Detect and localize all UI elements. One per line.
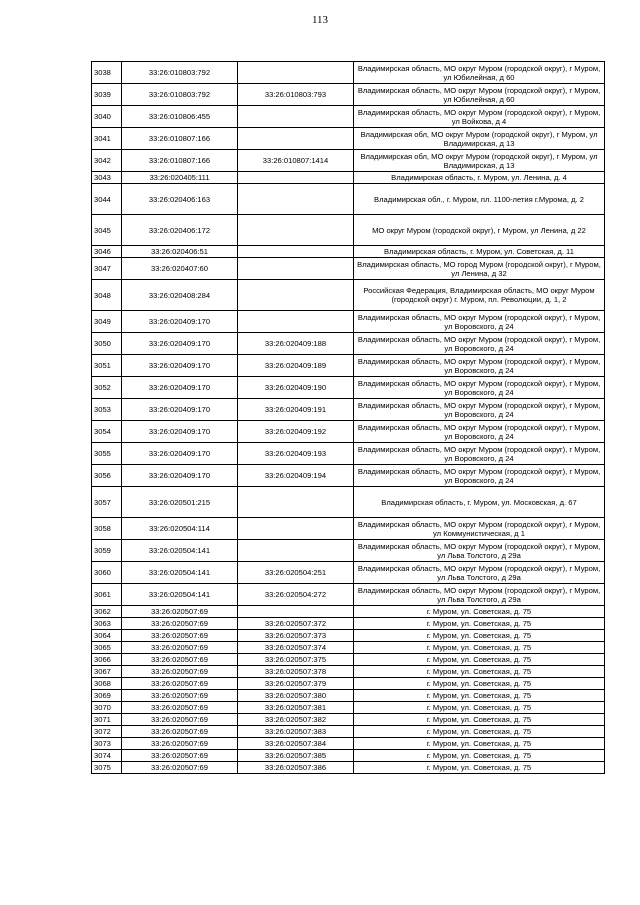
address-cell: г. Муром, ул. Советская, д. 75 <box>354 642 605 654</box>
cadastral-number-cell: 33:26:020409:170 <box>122 399 238 421</box>
row-number-cell: 3059 <box>92 540 122 562</box>
row-number-cell: 3068 <box>92 678 122 690</box>
cadastral-number-cell: 33:26:020507:69 <box>122 738 238 750</box>
object-number-cell: 33:26:020409:191 <box>238 399 354 421</box>
cadastral-number-cell: 33:26:020507:69 <box>122 678 238 690</box>
cadastral-number-cell: 33:26:020407:60 <box>122 258 238 280</box>
address-cell: Владимирская область, МО округ Муром (городской округ), г Муром, ул Воровского, д 24 <box>354 311 605 333</box>
address-cell: г. Муром, ул. Советская, д. 75 <box>354 678 605 690</box>
table-row <box>92 738 605 750</box>
cadastral-number-cell: 33:26:010806:455 <box>122 106 238 128</box>
address-cell: Владимирская область, МО округ Муром (городской округ), г Муром, ул Воровского, д 24 <box>354 377 605 399</box>
object-number-cell: 33:26:010807:1414 <box>238 150 354 172</box>
cadastral-number-cell: 33:26:020409:170 <box>122 465 238 487</box>
table-row <box>92 714 605 726</box>
object-number-cell <box>238 280 354 311</box>
table-body <box>92 62 605 774</box>
table-row <box>92 630 605 642</box>
table-row <box>92 702 605 714</box>
row-number-cell: 3074 <box>92 750 122 762</box>
cadastral-number-cell: 33:26:020507:69 <box>122 690 238 702</box>
address-cell: Владимирская область, МО округ Муром (городской округ), г Муром, ул Воровского, д 24 <box>354 443 605 465</box>
object-number-cell <box>238 106 354 128</box>
table-row <box>92 150 605 172</box>
object-number-cell: 33:26:020507:384 <box>238 738 354 750</box>
row-number-cell: 3054 <box>92 421 122 443</box>
row-number-cell: 3045 <box>92 215 122 246</box>
row-number-cell: 3067 <box>92 666 122 678</box>
row-number-cell: 3065 <box>92 642 122 654</box>
cadastral-number-cell: 33:26:010807:166 <box>122 128 238 150</box>
object-number-cell <box>238 172 354 184</box>
row-number-cell: 3069 <box>92 690 122 702</box>
object-number-cell <box>238 540 354 562</box>
cadastral-number-cell: 33:26:020507:69 <box>122 702 238 714</box>
object-number-cell <box>238 258 354 280</box>
address-cell: МО округ Муром (городской округ), г Муром, ул Ленина, д 22 <box>354 215 605 246</box>
cadastral-number-cell: 33:26:020507:69 <box>122 630 238 642</box>
object-number-cell: 33:26:020504:272 <box>238 584 354 606</box>
page-number: 113 <box>311 14 329 26</box>
row-number-cell: 3062 <box>92 606 122 618</box>
table-row <box>92 399 605 421</box>
row-number-cell: 3048 <box>92 280 122 311</box>
object-number-cell: 33:26:020409:189 <box>238 355 354 377</box>
row-number-cell: 3039 <box>92 84 122 106</box>
cadastral-number-cell: 33:26:020409:170 <box>122 311 238 333</box>
object-number-cell: 33:26:020507:375 <box>238 654 354 666</box>
object-number-cell: 33:26:020507:378 <box>238 666 354 678</box>
object-number-cell: 33:26:020507:380 <box>238 690 354 702</box>
table-row <box>92 311 605 333</box>
row-number-cell: 3046 <box>92 246 122 258</box>
table-row <box>92 377 605 399</box>
table-row <box>92 690 605 702</box>
object-number-cell <box>238 606 354 618</box>
row-number-cell: 3070 <box>92 702 122 714</box>
property-register-table <box>91 61 605 774</box>
table-row <box>92 333 605 355</box>
cadastral-number-cell: 33:26:010807:166 <box>122 150 238 172</box>
row-number-cell: 3064 <box>92 630 122 642</box>
address-cell: Владимирская обл, МО округ Муром (городской округ), г Муром, ул Владимирская, д 13 <box>354 128 605 150</box>
table-row <box>92 562 605 584</box>
address-cell: Владимирская область, МО округ Муром (городской округ), г Муром, ул Войкова, д 4 <box>354 106 605 128</box>
address-cell: г. Муром, ул. Советская, д. 75 <box>354 750 605 762</box>
object-number-cell: 33:26:020507:372 <box>238 618 354 630</box>
object-number-cell: 33:26:020507:386 <box>238 762 354 774</box>
cadastral-number-cell: 33:26:020504:141 <box>122 540 238 562</box>
table-row <box>92 421 605 443</box>
cadastral-number-cell: 33:26:020507:69 <box>122 642 238 654</box>
object-number-cell <box>238 62 354 84</box>
cadastral-number-cell: 33:26:020409:170 <box>122 377 238 399</box>
row-number-cell: 3060 <box>92 562 122 584</box>
table-row <box>92 584 605 606</box>
cadastral-number-cell: 33:26:020409:170 <box>122 421 238 443</box>
row-number-cell: 3072 <box>92 726 122 738</box>
address-cell: г. Муром, ул. Советская, д. 75 <box>354 666 605 678</box>
cadastral-number-cell: 33:26:020507:69 <box>122 714 238 726</box>
address-cell: г. Муром, ул. Советская, д. 75 <box>354 630 605 642</box>
address-cell: г. Муром, ул. Советская, д. 75 <box>354 606 605 618</box>
cadastral-number-cell: 33:26:020406:163 <box>122 184 238 215</box>
table-row <box>92 84 605 106</box>
object-number-cell: 33:26:020507:385 <box>238 750 354 762</box>
address-cell: Владимирская область, МО округ Муром (городской округ), г Муром, ул Юбилейная, д 60 <box>354 62 605 84</box>
object-number-cell: 33:26:020507:374 <box>238 642 354 654</box>
row-number-cell: 3058 <box>92 518 122 540</box>
address-cell: Владимирская область, МО округ Муром (городской округ), г Муром, ул Воровского, д 24 <box>354 333 605 355</box>
table-row <box>92 618 605 630</box>
address-cell: г. Муром, ул. Советская, д. 75 <box>354 762 605 774</box>
address-cell: Владимирская обл, МО округ Муром (городской округ), г Муром, ул Владимирская, д 13 <box>354 150 605 172</box>
cadastral-number-cell: 33:26:020408:284 <box>122 280 238 311</box>
address-cell: г. Муром, ул. Советская, д. 75 <box>354 702 605 714</box>
row-number-cell: 3063 <box>92 618 122 630</box>
cadastral-number-cell: 33:26:020507:69 <box>122 618 238 630</box>
table-row <box>92 666 605 678</box>
row-number-cell: 3044 <box>92 184 122 215</box>
object-number-cell: 33:26:020507:381 <box>238 702 354 714</box>
cadastral-number-cell: 33:26:020507:69 <box>122 606 238 618</box>
object-number-cell: 33:26:020409:192 <box>238 421 354 443</box>
object-number-cell: 33:26:020507:373 <box>238 630 354 642</box>
table-row <box>92 62 605 84</box>
table-row <box>92 355 605 377</box>
object-number-cell <box>238 184 354 215</box>
object-number-cell: 33:26:020409:194 <box>238 465 354 487</box>
cadastral-number-cell: 33:26:020504:141 <box>122 584 238 606</box>
table-row <box>92 258 605 280</box>
row-number-cell: 3071 <box>92 714 122 726</box>
address-cell: Владимирская область, г. Муром, ул. Ленина, д. 4 <box>354 172 605 184</box>
table-row <box>92 128 605 150</box>
table-row <box>92 184 605 215</box>
object-number-cell <box>238 128 354 150</box>
address-cell: Владимирская область, г. Муром, ул. Московская, д. 67 <box>354 487 605 518</box>
cadastral-number-cell: 33:26:020507:69 <box>122 750 238 762</box>
cadastral-number-cell: 33:26:020409:170 <box>122 355 238 377</box>
cadastral-number-cell: 33:26:020504:141 <box>122 562 238 584</box>
address-cell: Владимирская область, г. Муром, ул. Советская, д. 11 <box>354 246 605 258</box>
table-row <box>92 654 605 666</box>
table-row <box>92 762 605 774</box>
object-number-cell: 33:26:020409:193 <box>238 443 354 465</box>
table-row <box>92 750 605 762</box>
table-row <box>92 215 605 246</box>
address-cell: г. Муром, ул. Советская, д. 75 <box>354 654 605 666</box>
table-row <box>92 246 605 258</box>
row-number-cell: 3043 <box>92 172 122 184</box>
cadastral-number-cell: 33:26:020406:51 <box>122 246 238 258</box>
address-cell: Владимирская область, МО город Муром (городской округ), г Муром, ул Ленина, д 32 <box>354 258 605 280</box>
table-row <box>92 280 605 311</box>
row-number-cell: 3042 <box>92 150 122 172</box>
row-number-cell: 3041 <box>92 128 122 150</box>
cadastral-number-cell: 33:26:020507:69 <box>122 654 238 666</box>
object-number-cell <box>238 246 354 258</box>
table-row <box>92 540 605 562</box>
table-row <box>92 678 605 690</box>
table-row <box>92 518 605 540</box>
address-cell: Владимирская область, МО округ Муром (городской округ), г Муром, ул Воровского, д 24 <box>354 421 605 443</box>
cadastral-number-cell: 33:26:020405:111 <box>122 172 238 184</box>
address-cell: Владимирская область, МО округ Муром (городской округ), г Муром, ул Воровского, д 24 <box>354 399 605 421</box>
address-cell: г. Муром, ул. Советская, д. 75 <box>354 726 605 738</box>
row-number-cell: 3038 <box>92 62 122 84</box>
row-number-cell: 3040 <box>92 106 122 128</box>
row-number-cell: 3053 <box>92 399 122 421</box>
cadastral-number-cell: 33:26:020409:170 <box>122 333 238 355</box>
row-number-cell: 3049 <box>92 311 122 333</box>
address-cell: Владимирская обл., г. Муром, пл. 1100-летия г.Мурома, д. 2 <box>354 184 605 215</box>
address-cell: Владимирская область, МО округ Муром (городской округ), г Муром, ул Юбилейная, д 60 <box>354 84 605 106</box>
cadastral-number-cell: 33:26:020406:172 <box>122 215 238 246</box>
object-number-cell: 33:26:020507:382 <box>238 714 354 726</box>
table-row <box>92 487 605 518</box>
row-number-cell: 3051 <box>92 355 122 377</box>
cadastral-number-cell: 33:26:010803:792 <box>122 84 238 106</box>
row-number-cell: 3055 <box>92 443 122 465</box>
row-number-cell: 3057 <box>92 487 122 518</box>
table-row <box>92 642 605 654</box>
cadastral-number-cell: 33:26:020507:69 <box>122 726 238 738</box>
address-cell: Владимирская область, МО округ Муром (городской округ), г Муром, ул Льва Толстого, д 29а <box>354 562 605 584</box>
object-number-cell: 33:26:020507:383 <box>238 726 354 738</box>
address-cell: г. Муром, ул. Советская, д. 75 <box>354 618 605 630</box>
row-number-cell: 3075 <box>92 762 122 774</box>
cadastral-number-cell: 33:26:020507:69 <box>122 762 238 774</box>
address-cell: г. Муром, ул. Советская, д. 75 <box>354 690 605 702</box>
object-number-cell <box>238 311 354 333</box>
cadastral-number-cell: 33:26:020507:69 <box>122 666 238 678</box>
address-cell: г. Муром, ул. Советская, д. 75 <box>354 714 605 726</box>
object-number-cell: 33:26:020507:379 <box>238 678 354 690</box>
address-cell: Владимирская область, МО округ Муром (городской округ), г Муром, ул Воровского, д 24 <box>354 355 605 377</box>
row-number-cell: 3050 <box>92 333 122 355</box>
table-row <box>92 106 605 128</box>
row-number-cell: 3052 <box>92 377 122 399</box>
table-row <box>92 606 605 618</box>
row-number-cell: 3066 <box>92 654 122 666</box>
table-row <box>92 465 605 487</box>
table-row <box>92 172 605 184</box>
object-number-cell: 33:26:020409:188 <box>238 333 354 355</box>
object-number-cell: 33:26:020504:251 <box>238 562 354 584</box>
address-cell: г. Муром, ул. Советская, д. 75 <box>354 738 605 750</box>
object-number-cell <box>238 518 354 540</box>
object-number-cell: 33:26:020409:190 <box>238 377 354 399</box>
table-row <box>92 443 605 465</box>
table-row <box>92 726 605 738</box>
row-number-cell: 3056 <box>92 465 122 487</box>
address-cell: Российская Федерация, Владимирская область, МО округ Муром (городской округ) г. Муром, пл. Революции, д. 1, 2 <box>354 280 605 311</box>
address-cell: Владимирская область, МО округ Муром (городской округ), г Муром, ул Льва Толстого, д 29а <box>354 540 605 562</box>
cadastral-number-cell: 33:26:010803:792 <box>122 62 238 84</box>
object-number-cell: 33:26:010803:793 <box>238 84 354 106</box>
cadastral-number-cell: 33:26:020409:170 <box>122 443 238 465</box>
row-number-cell: 3061 <box>92 584 122 606</box>
row-number-cell: 3047 <box>92 258 122 280</box>
row-number-cell: 3073 <box>92 738 122 750</box>
address-cell: Владимирская область, МО округ Муром (городской округ), г Муром, ул Воровского, д 24 <box>354 465 605 487</box>
cadastral-number-cell: 33:26:020504:114 <box>122 518 238 540</box>
address-cell: Владимирская область, МО округ Муром (городской округ), г Муром, ул Коммунистическая, д 1 <box>354 518 605 540</box>
object-number-cell <box>238 487 354 518</box>
address-cell: Владимирская область, МО округ Муром (городской округ), г Муром, ул Льва Толстого, д 29а <box>354 584 605 606</box>
object-number-cell <box>238 215 354 246</box>
cadastral-number-cell: 33:26:020501:215 <box>122 487 238 518</box>
